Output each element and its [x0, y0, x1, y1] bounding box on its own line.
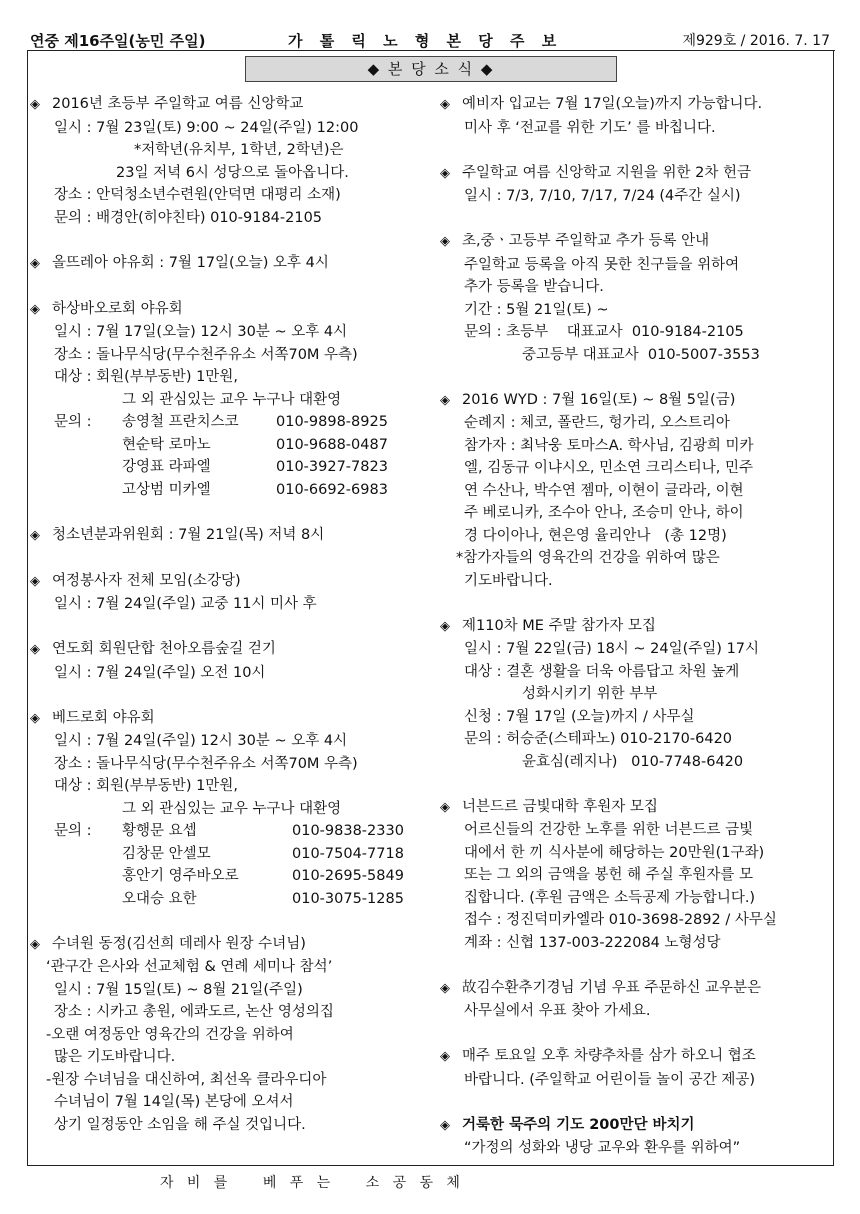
diamond-bullet-icon: ◈ — [440, 234, 450, 249]
contact-label: 문의 : — [54, 414, 92, 430]
notice-line: 중고등부 대표교사 010-5007-3553 — [522, 346, 760, 363]
notice-heading: 거룩한 묵주의 기도 200만단 바치기 — [462, 1116, 695, 1133]
bulletin-header — [30, 26, 830, 52]
notice-line: 일시 : 7월 24일(주일) 교중 11시 미사 후 — [54, 596, 317, 612]
notice-heading: 故김수환추기경님 기념 우표 주문하신 교우분은 — [462, 979, 762, 996]
diamond-bullet-icon: ◈ — [30, 710, 40, 726]
notice-line: 사무실에서 우표 찾아 가세요. — [464, 1003, 651, 1019]
notice-line: 연 수산나, 박수연 젬마, 이현이 글라라, 이현 — [464, 482, 744, 499]
notice-line: 기도바랍니다. — [464, 572, 553, 589]
diamond-bullet-icon: ◈ — [440, 618, 450, 634]
notice-line: 그 외 관심있는 교우 누구나 대환영 — [122, 391, 342, 408]
notice-heading: 매주 토요일 오후 차량추차를 삼가 하오니 협조 — [462, 1048, 756, 1064]
notice-line: -오랜 여정동안 영육간의 건강을 위하여 — [46, 1026, 294, 1043]
notice-line: 장소 : 시카고 총원, 에콰도르, 논산 영성의집 — [54, 1004, 334, 1020]
diamond-bullet-icon: ◈ — [440, 392, 450, 408]
contact-phone: 010-2695-5849 — [292, 868, 404, 884]
contact-name: 홍안기 영주바오로 — [122, 868, 239, 884]
diamond-bullet-icon: ◈ — [30, 255, 40, 271]
contact-name: 고상범 미카엘 — [122, 481, 211, 498]
notice-line: 일시 : 7월 22일(금) 18시 ~ 24일(주일) 17시 — [464, 641, 760, 657]
notice-line: 성화시키기 위한 부부 — [522, 686, 658, 702]
notice-line: 순례지 : 체코, 폴란드, 헝가리, 오스트리아 — [464, 415, 730, 431]
diamond-bullet-icon: ◈ — [30, 642, 40, 657]
notice-line: 기간 : 5월 21일(토) ~ — [464, 301, 609, 318]
notice-heading: 너븐드르 금빛대학 후원자 모집 — [462, 798, 658, 815]
notice-line: 추가 등록을 받습니다. — [464, 279, 604, 295]
notice-commemorative-stamp — [440, 977, 832, 1023]
notice-line: 신청 : 7월 17일 (오늘)까지 / 사무실 — [464, 708, 695, 725]
diamond-bullet-icon: ◈ — [440, 165, 450, 181]
notice-line: ‘관구간 은사와 선교체험 & 연례 세미나 참석’ — [46, 959, 333, 975]
notice-line: 대상 : 결혼 생활을 더욱 아름답고 차원 높게 — [464, 663, 740, 680]
notice-saturday-parking — [440, 1045, 832, 1091]
notice-line: 주 베로니카, 조수아 안나, 조승미 안나, 하이 — [464, 505, 744, 521]
bulletin-title: 가 톨 릭 노 형 본 당 주 보 — [288, 32, 563, 50]
notice-yeondo-walk — [30, 638, 430, 684]
contact-name: 김창문 안셀모 — [122, 845, 211, 862]
contact-name: 송영철 프란치스코 — [122, 414, 239, 430]
notice-catechumen — [440, 93, 832, 139]
contact-phone: 010-3075-1285 — [292, 890, 404, 907]
notice-line: 일시 : 7월 17일(오늘) 12시 30분 ~ 오후 4시 — [54, 324, 348, 340]
diamond-bullet-icon: ◈ — [440, 97, 450, 112]
notice-line: 23일 저녁 6시 성당으로 돌아옵니다. — [116, 164, 349, 181]
notice-line: 계좌 : 신협 137-003-222084 노형성당 — [464, 934, 721, 951]
notice-line: 어르신들의 건강한 노후를 위한 너븐드르 금빛 — [464, 822, 754, 838]
contact-name: 현순탁 로마노 — [122, 436, 211, 453]
notice-heading: 주일학교 여름 신앙학교 지원을 위한 2차 헌금 — [462, 164, 752, 181]
right-column — [440, 93, 832, 1182]
notice-line: -원장 수녀님을 대신하여, 최선옥 클라우디아 — [46, 1071, 327, 1088]
bulletin-motto: 자 비 를 베 푸 는 소 공 동 체 — [160, 1175, 460, 1191]
notice-line: *저학년(유치부, 1학년, 2학년)은 — [134, 142, 344, 158]
notice-heading: 제110차 ME 주말 참가자 모집 — [462, 617, 656, 634]
notice-line: 접수 : 정진덕미카엘라 010-3698-2892 / 사무실 — [464, 912, 777, 928]
contact-phone: 010-9688-0487 — [276, 436, 388, 453]
notice-rosary-campaign — [440, 1114, 832, 1160]
contact-phone: 010-9898-8925 — [276, 414, 388, 430]
contact-phone: 010-9838-2330 — [292, 823, 404, 839]
notice-line: 문의 : 배경안(히야친타) 010-9184-2105 — [54, 209, 323, 226]
contact-phone: 010-3927-7823 — [276, 459, 388, 475]
notice-line: 일시 : 7월 24일(주일) 12시 30분 ~ 오후 4시 — [54, 733, 348, 749]
notice-line: 경 다이아나, 현은영 율리안나 (총 12명) — [464, 527, 727, 544]
notice-line: 문의 : 허승준(스테파노) 010-2170-6420 — [464, 731, 733, 747]
notice-line: *참가자들의 영육간의 건강을 위하여 많은 — [456, 550, 720, 566]
notice-line: 대상 : 회원(부부동반) 1만원, — [54, 369, 238, 385]
notice-heading: 여정봉사자 전체 모임(소강당) — [52, 572, 241, 589]
contact-table — [30, 820, 430, 910]
notice-heading: 베드로회 야유회 — [52, 709, 155, 726]
notice-line: 장소 : 돌나무식당(무수천주유소 서쪽70M 우측) — [54, 346, 358, 363]
notice-second-collection — [440, 162, 832, 208]
notice-line: 바랍니다. (주일학교 어린이들 놀이 공간 제공) — [464, 1071, 756, 1088]
diamond-bullet-icon: ◈ — [440, 1117, 450, 1133]
notice-line: 많은 기도바랍니다. — [54, 1049, 176, 1065]
diamond-bullet-icon: ◈ — [30, 573, 40, 589]
contact-phone: 010-7504-7718 — [292, 845, 404, 862]
diamond-bullet-icon: ◈ — [440, 1049, 450, 1064]
notice-line: 일시 : 7월 15일(토) ~ 8월 21일(주일) — [54, 981, 303, 998]
notice-heading: 초,중ㆍ고등부 주일학교 추가 등록 안내 — [462, 233, 710, 249]
diamond-bullet-icon: ◈ — [440, 980, 450, 996]
notice-line: 또는 그 외의 금액을 봉헌 해 주실 후원자를 모 — [464, 867, 753, 883]
notice-me-weekend — [440, 615, 832, 774]
contact-phone: 010-6692-6983 — [276, 481, 388, 498]
notice-line: 장소 : 돌나무식당(무수천주유소 서쪽70M 우측) — [54, 755, 358, 772]
diamond-bullet-icon: ◈ — [30, 936, 40, 952]
notice-convent-news — [30, 933, 430, 1137]
notice-volunteer-meeting — [30, 570, 430, 616]
notice-summer-faith-school — [30, 93, 430, 229]
notice-line: 일시 : 7/3, 7/10, 7/17, 7/24 (4주간 실시) — [464, 188, 741, 204]
notice-oltreria-picnic — [30, 252, 430, 276]
notice-line: 대상 : 회원(부부동반) 1만원, — [54, 778, 238, 794]
contact-table — [30, 411, 430, 501]
notice-youth-committee — [30, 524, 430, 548]
diamond-bullet-icon: ◈ — [30, 97, 40, 112]
left-column — [30, 93, 430, 1159]
notice-line: 미사 후 ‘전교를 위한 기도’ 를 바칩니다. — [464, 119, 716, 136]
diamond-bullet-icon: ◈ — [30, 301, 40, 317]
liturgical-day: 연중 제16주일(농민 주일) — [30, 32, 206, 50]
issue-number-date: 제929호 / 2016. 7. 17 — [682, 33, 830, 49]
notice-sunday-school-registration — [440, 230, 832, 366]
notice-line: 엘, 김동규 이냐시오, 민소연 크리스티나, 민주 — [464, 460, 753, 476]
notice-heading: 수녀원 동정(김선희 데레사 원장 수녀님) — [52, 935, 306, 952]
notice-line: 참가자 : 최낙웅 토마스A. 학사님, 김광희 미카 — [464, 437, 754, 454]
notice-line: 상기 일정동안 소임을 해 주실 것입니다. — [54, 1116, 306, 1133]
contact-name: 오대승 요한 — [122, 890, 197, 907]
notice-hasang-picnic — [30, 298, 430, 502]
contact-name: 강영표 라파엘 — [122, 459, 211, 475]
notice-line: 대에서 한 끼 식사분에 해당하는 20만원(1구좌) — [464, 844, 765, 861]
notice-heading: 청소년분과위원회 : 7월 21일(목) 저녁 8시 — [52, 526, 325, 543]
section-title-box: ◆ 본 당 소 식 ◆ — [245, 56, 617, 82]
notice-heading: 올뜨레아 야유회 : 7월 17일(오늘) 오후 4시 — [52, 254, 329, 271]
notice-line: 일시 : 7월 23일(토) 9:00 ~ 24일(주일) 12:00 — [54, 119, 359, 136]
notice-line: 수녀님이 7월 14일(목) 본당에 오셔서 — [54, 1094, 294, 1110]
diamond-bullet-icon: ◈ — [30, 527, 40, 543]
diamond-bullet-icon: ◈ — [440, 799, 450, 815]
notice-peter-picnic — [30, 707, 430, 911]
contact-name: 황행문 요셉 — [122, 823, 197, 839]
notice-line: 문의 : 초등부 대표교사 010-9184-2105 — [464, 324, 744, 340]
notice-heading: 예비자 입교는 7월 17일(오늘)까지 가능합니다. — [462, 96, 763, 112]
notice-line: “가정의 성화와 냉당 교우와 환우를 위하여” — [464, 1140, 741, 1156]
notice-golden-college-sponsors — [440, 796, 832, 955]
notice-heading: 하상바오로회 야유회 — [52, 300, 183, 317]
notice-heading: 2016 WYD : 7월 16일(토) ~ 8월 5일(금) — [462, 391, 736, 408]
notice-line: 그 외 관심있는 교우 누구나 대환영 — [122, 800, 342, 817]
notice-wyd-2016 — [440, 389, 832, 593]
contact-label: 문의 : — [54, 823, 92, 839]
notice-heading: 2016년 초등부 주일학교 여름 신앙학교 — [52, 96, 304, 112]
notice-line: 장소 : 안덕청소년수련원(안덕면 대평리 소재) — [54, 187, 341, 203]
notice-line: 주일학교 등록을 아직 못한 친구들을 위하여 — [464, 256, 740, 273]
notice-line: 집합니다. (후원 금액은 소득공제 가능합니다.) — [464, 889, 756, 906]
notice-line: 윤효심(레지나) 010-7748-6420 — [522, 753, 744, 770]
notice-line: 일시 : 7월 24일(주일) 오전 10시 — [54, 664, 266, 681]
notice-heading: 연도회 회원단합 천아오름숲길 걷기 — [52, 641, 276, 657]
